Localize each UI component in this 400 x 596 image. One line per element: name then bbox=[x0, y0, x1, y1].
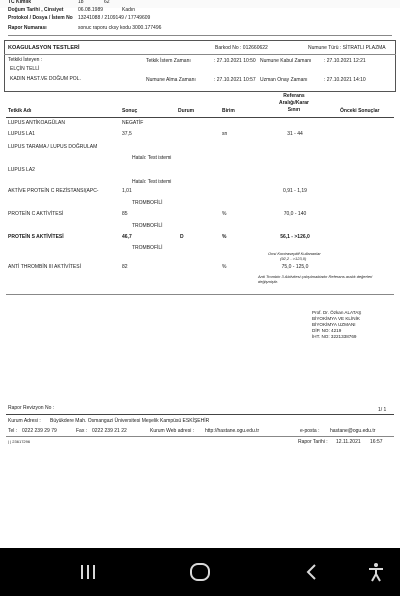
row-result-note: TROMBOFİLİ bbox=[132, 245, 163, 251]
email-label: e-posta : bbox=[300, 428, 320, 434]
col-reference-3: Sınırı bbox=[287, 107, 301, 113]
col-reference-1: Referans bbox=[283, 93, 305, 99]
web-label: Kurum Web adresi : bbox=[150, 428, 195, 434]
row-name: LUPUS ANTİKOAGÜLAN bbox=[8, 120, 65, 126]
row-result-note: Hatalı: Test istemi bbox=[132, 155, 172, 161]
row-result-note: Hatalı: Test istemi bbox=[132, 179, 172, 185]
dob-label: Doğum Tarihi , Cinsiyet bbox=[8, 7, 64, 13]
report-number-value: sonuc raporu cksy kodu 3000.177496 bbox=[78, 25, 162, 31]
requester-department: KADIN HAST.VE DOĞUM POL. bbox=[10, 76, 81, 82]
requester-name: ELÇİN TELLİ bbox=[10, 66, 40, 72]
divider bbox=[8, 35, 392, 36]
page-number: 1/ 1 bbox=[378, 407, 387, 413]
row-name: AKTİVE PROTEİN C REZİSTANSI(APC- bbox=[8, 188, 99, 194]
at3-note-2: değişmiştir. bbox=[258, 279, 279, 284]
row-unit: % bbox=[222, 264, 227, 270]
back-button[interactable] bbox=[282, 548, 342, 596]
gender-value: Kadın bbox=[122, 7, 136, 13]
row-reference: 31 - 44 bbox=[287, 131, 303, 137]
row-reference: 0,91 - 1,19 bbox=[283, 188, 307, 194]
protocol-value: 13241088 / 2109149 / 17749609 bbox=[78, 15, 151, 21]
col-status: Durum bbox=[178, 108, 195, 114]
revision-label: Rapor Revizyon No : bbox=[8, 405, 55, 411]
row-unit: sn bbox=[222, 131, 228, 137]
approve-time-label: Uzman Onay Zamanı bbox=[260, 77, 308, 83]
sample-type-label: Numune Türü : SİTRATLI PLAZMA bbox=[308, 45, 386, 51]
row-unit: % bbox=[222, 234, 227, 240]
results-end-divider bbox=[6, 294, 394, 295]
row-result: 37,5 bbox=[122, 131, 132, 137]
row-result: 1,01 bbox=[122, 188, 132, 194]
at3-note-1: Anti Trombin 3 Aktivitesi çalışılmaktadır Referans aralık değerleri bbox=[258, 274, 373, 279]
request-time-value: : 27.10.2021 10:50 bbox=[214, 58, 256, 64]
tel-value: 0222 239 29 79 bbox=[22, 428, 57, 434]
accept-time-value: : 27.10.2021 12:21 bbox=[324, 58, 366, 64]
row-name: ANTİ THROMBİN III AKTİVİTESİ bbox=[8, 264, 81, 270]
row-name: PROTEİN S AKTİVİTESİ bbox=[8, 234, 64, 240]
col-reference-2: Aralığı/Karar bbox=[278, 100, 309, 106]
row-result: 46,7 bbox=[122, 234, 132, 240]
report-number-label: Rapor Numarası bbox=[8, 25, 47, 31]
recent-apps-button[interactable] bbox=[58, 548, 118, 596]
report-date-value: 12.11.2021 bbox=[336, 439, 361, 445]
sample-time-label: Numune Alma Zamanı bbox=[146, 77, 196, 83]
accessibility-icon bbox=[365, 561, 387, 583]
signature-line-3: BİYOKİMYA UZMANI bbox=[312, 322, 356, 327]
row-result: 82 bbox=[122, 264, 128, 270]
navigation-bar bbox=[0, 548, 400, 596]
row-reference: 56,1 - >126,0 bbox=[280, 234, 310, 240]
back-icon bbox=[302, 562, 322, 582]
row-result-note: TROMBOFİLİ bbox=[132, 223, 163, 229]
protocol-label: Protokol / Dosya / İstem No bbox=[8, 15, 73, 21]
signature-line-1: Prof. Dr. Özkan ALATAŞ bbox=[312, 310, 362, 315]
row-status-flag: D bbox=[180, 234, 184, 240]
recent-apps-icon bbox=[78, 562, 98, 582]
row-name: LUPUS LA2 bbox=[8, 167, 35, 173]
home-icon bbox=[188, 560, 212, 584]
institution-label: Kurum Adresi : bbox=[8, 418, 41, 424]
requester-label: Tetkiki İsteyen : bbox=[8, 57, 43, 63]
tc-value-2: 62 bbox=[104, 0, 110, 5]
report-date-label: Rapor Tarihi : bbox=[298, 439, 328, 445]
row-unit: % bbox=[222, 211, 227, 217]
web-link[interactable]: http://hastane.ogu.edu.tr bbox=[205, 428, 260, 434]
accessibility-button[interactable] bbox=[346, 548, 400, 596]
row-name: LUPUS LA1 bbox=[8, 131, 35, 137]
approve-time-value: : 27.10.2021 14:10 bbox=[324, 77, 366, 83]
row-result: NEGATİF bbox=[122, 120, 144, 126]
request-time-label: Tetkik İstem Zamanı bbox=[146, 58, 191, 64]
tel-label: Tel : bbox=[8, 428, 18, 434]
row-reference: 70,0 - 140 bbox=[283, 211, 307, 217]
col-result: Sonuç bbox=[122, 108, 138, 114]
signature-line-2: BİYOKİMYA VE KLİNİK bbox=[312, 316, 360, 321]
row-result-note: TROMBOFİLİ bbox=[132, 200, 163, 206]
test-group-title: KOAGULASYON TESTLERİ bbox=[8, 45, 80, 51]
col-test-name: Tetkik Adı bbox=[8, 108, 32, 114]
signature-line-5: İHT. NO: 3221338769 bbox=[312, 334, 357, 339]
header-divider bbox=[6, 117, 394, 118]
fax-label: Fax : bbox=[76, 428, 88, 434]
row-name: LUPUS TARAMA / LUPUS DOĞRULAM bbox=[8, 144, 98, 150]
fax-value: 0222 239 21 22 bbox=[92, 428, 127, 434]
tc-label: TC Kimlik bbox=[8, 0, 32, 5]
divider bbox=[4, 54, 396, 55]
footer-divider bbox=[6, 436, 394, 437]
dob-value: 06.08.1989 bbox=[78, 7, 104, 13]
col-previous: Önceki Sonuçlar bbox=[340, 108, 380, 114]
row-name: PROTEİN C AKTİVİTESİ bbox=[8, 211, 64, 217]
barcode-label: Barkod No : 012660622 bbox=[215, 45, 268, 51]
institution-address: Büyükdere Mah. Osmangazi Üniversitesi Meşelik Kampüsü ESKİŞEHİR bbox=[50, 418, 210, 424]
signature-line-4: DİP. NO: 4219 bbox=[312, 328, 342, 333]
tc-value-1: 18 bbox=[78, 0, 84, 5]
accept-time-label: Numune Kabul Zamanı bbox=[260, 58, 312, 64]
home-button[interactable] bbox=[170, 548, 230, 596]
report-time-value: 16:57 bbox=[370, 439, 383, 445]
email-link[interactable]: hastane@ogu.edu.tr bbox=[330, 428, 376, 434]
sample-time-value: : 27.10.2021 10:57 bbox=[214, 77, 256, 83]
col-unit: Birim bbox=[222, 108, 235, 114]
row-reference: 75,0 - 125,0 bbox=[281, 264, 309, 270]
row-result: 85 bbox=[122, 211, 128, 217]
protein-s-note-2: (92,2 - >123,0) bbox=[280, 256, 307, 261]
document-code: | | 23617296 bbox=[8, 439, 31, 444]
protein-s-note-1: Onsi Kontrasepitif Kullananlar bbox=[268, 251, 321, 256]
footer-divider bbox=[6, 414, 394, 415]
